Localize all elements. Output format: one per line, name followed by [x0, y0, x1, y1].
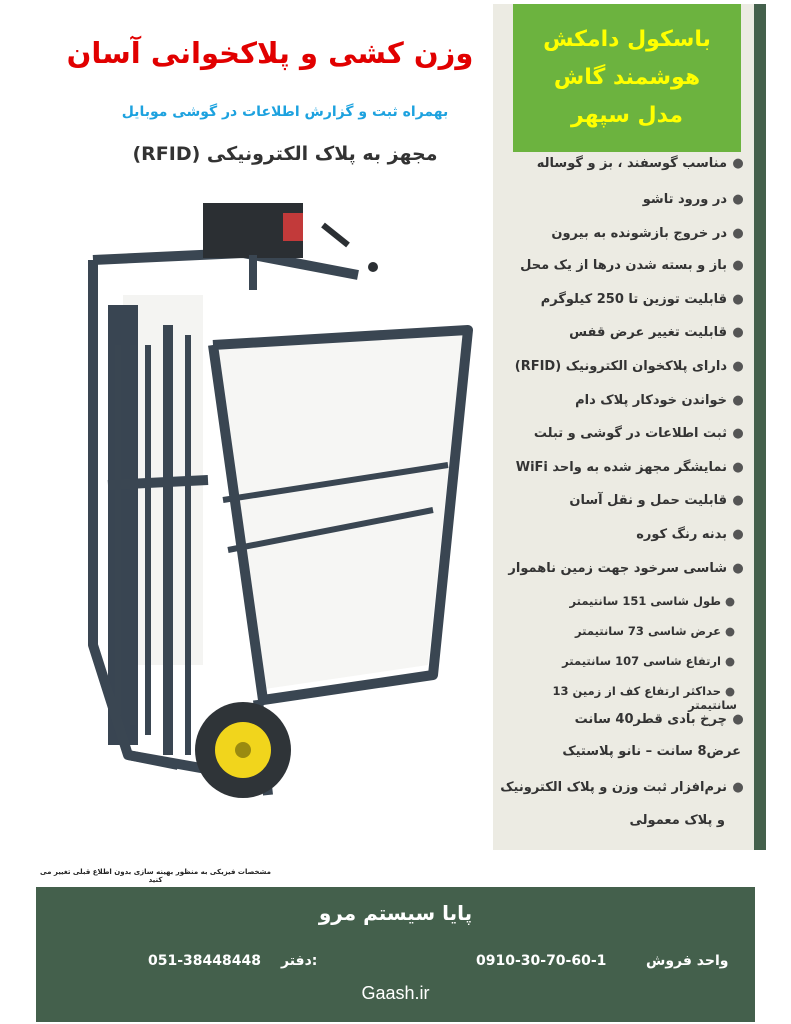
list-item-continued: و پلاک معمولی: [629, 813, 725, 828]
spec-item: ●طول شاسی 151 سانتیمتر: [569, 594, 736, 608]
list-item: ●در خروج بازشونده به بیرون: [551, 226, 744, 241]
bullet-icon: ●: [724, 624, 736, 638]
list-item-continued: عرض8 سانت – نانو پلاستیک: [562, 744, 741, 759]
product-title-box: [513, 4, 741, 152]
bullet-icon: ●: [732, 780, 744, 795]
side-stripe: [754, 4, 766, 850]
bullet-icon: ●: [732, 226, 744, 241]
bullet-icon: ●: [724, 594, 736, 608]
bullet-icon: ●: [732, 192, 744, 207]
bullet-icon: ●: [732, 426, 744, 441]
list-item: ●قابلیت حمل و نقل آسان: [569, 493, 744, 508]
list-item: ●شاسی سرخود جهت زمین ناهموار: [508, 561, 744, 576]
list-item: ●در ورود تاشو: [642, 192, 744, 207]
sales-phone: 0910-30-70-60-1: [476, 953, 607, 969]
bullet-icon: ●: [732, 493, 744, 508]
list-item: ●قابلیت توزین تا 250 کیلوگرم: [540, 292, 744, 307]
list-item: ●مناسب گوسفند ، بز و گوساله: [536, 156, 744, 171]
bullet-icon: ●: [724, 654, 736, 668]
list-item: ●نمایشگر مجهز شده به واحد WiFi: [515, 460, 744, 475]
list-item: ●چرخ بادی قطر40 سانت: [574, 712, 744, 727]
website-link[interactable]: Gaash.ir: [361, 983, 430, 1003]
office-phone: 051-38448448: [148, 953, 261, 969]
list-item: ●قابلیت تغییر عرض قفس: [569, 325, 744, 340]
office-label: دفتر:: [281, 953, 318, 969]
spec-item: ●عرض شاسی 73 سانتیمتر: [575, 624, 736, 638]
display-badge: [283, 213, 303, 241]
spec-item: ●ارتفاع شاسی 107 سانتیمتر: [562, 654, 736, 668]
livestock-scale-image: [68, 195, 488, 825]
bullet-icon: ●: [732, 393, 744, 408]
bullet-icon: ●: [732, 712, 744, 727]
bullet-icon: ●: [732, 325, 744, 340]
sub-headline: بهمراه ثبت و گزارش اطلاعات در گوشی موبایل: [121, 104, 449, 120]
list-item: ●خواندن خودکار پلاک دام: [575, 393, 744, 408]
sales-label: واحد فروش: [646, 953, 729, 969]
bullet-icon: ●: [732, 156, 744, 171]
list-item: ●دارای پلاکخوان الکترونیک (RFID): [514, 359, 744, 374]
list-item: ●باز و بسته شدن درها از یک محل: [520, 258, 744, 273]
spec-item: ●حداکثر ارتفاع کف از زمین 13 سانتیمتر: [552, 684, 737, 712]
list-item: ●بدنه رنگ کوره: [636, 527, 744, 542]
company-name: پایا سیستم مرو: [318, 901, 473, 925]
bullet-icon: ●: [732, 527, 744, 542]
disclaimer-note: مشخصات فیزیکی به منظور بهینه سازی بدون اطلاع قبلی تغییر می کنید: [39, 868, 271, 884]
bullet-icon: ●: [732, 561, 744, 576]
product-title-line-2: هوشمند گاش: [553, 65, 701, 90]
product-title-line-1: باسکول دامکش: [543, 27, 711, 52]
bullet-icon: ●: [724, 684, 736, 698]
bullet-icon: ●: [732, 359, 744, 374]
bullet-icon: ●: [732, 460, 744, 475]
list-item: ●نرم‌افزار ثبت وزن و پلاک الکترونیک: [500, 780, 744, 795]
footer-bar: [36, 887, 755, 1022]
bullet-icon: ●: [732, 258, 744, 273]
bullet-icon: ●: [732, 292, 744, 307]
list-item: ●ثبت اطلاعات در گوشی و تبلت: [533, 426, 744, 441]
main-headline: وزن کشی و پلاکخوانی آسان: [66, 36, 474, 70]
rfid-headline: مجهز به پلاک الکترونیکی (RFID): [132, 143, 438, 165]
product-title-line-3: مدل سپهر: [571, 103, 683, 128]
